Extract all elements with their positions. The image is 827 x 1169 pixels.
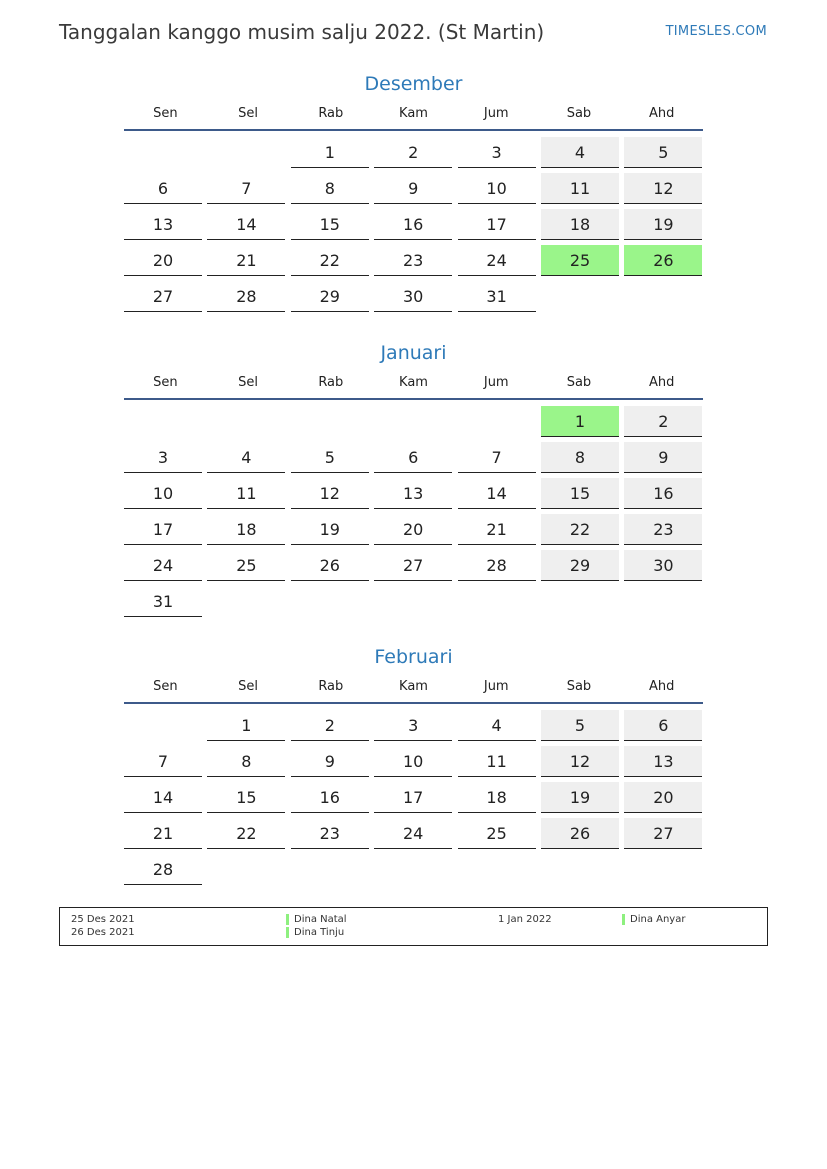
day-cell: 19 <box>541 782 619 813</box>
day-cell: 10 <box>458 173 536 204</box>
day-cell: 1 <box>291 137 369 168</box>
legend-holiday-name: Dina Natal <box>294 914 347 925</box>
weekday-label: Ahd <box>648 679 675 694</box>
day-cell: 25 <box>458 818 536 849</box>
day-cell: 10 <box>374 746 452 777</box>
weekday-label: Sab <box>566 679 592 694</box>
month-name: Februari <box>374 646 453 668</box>
day-cell: 20 <box>374 514 452 545</box>
day-cell: 5 <box>541 710 619 741</box>
legend-holiday-name: Dina Tinju <box>294 927 345 938</box>
day-cell: 27 <box>624 818 702 849</box>
weekday-label: Sen <box>153 375 178 390</box>
day-cell: 3 <box>374 710 452 741</box>
day-cell: 17 <box>124 514 202 545</box>
day-cell: 9 <box>624 442 702 473</box>
day-cell: 19 <box>291 514 369 545</box>
day-cell: 14 <box>458 478 536 509</box>
day-cell: 8 <box>207 746 285 777</box>
weekday-label: Sen <box>153 679 178 694</box>
legend-holiday-name: Dina Anyar <box>630 914 686 925</box>
day-cell: 22 <box>291 245 369 276</box>
day-cell: 1 <box>207 710 285 741</box>
weekday-header <box>124 677 703 704</box>
weekday-header <box>124 104 703 131</box>
day-cell: 21 <box>458 514 536 545</box>
day-cell: 26 <box>541 818 619 849</box>
day-cell: 27 <box>124 281 202 312</box>
weekday-header <box>124 373 703 400</box>
legend-date: 26 Des 2021 <box>71 927 135 938</box>
day-cell: 14 <box>124 782 202 813</box>
weekday-label: Rab <box>318 679 344 694</box>
day-cell: 18 <box>207 514 285 545</box>
day-cell: 23 <box>624 514 702 545</box>
day-cell: 17 <box>458 209 536 240</box>
day-cell: 18 <box>541 209 619 240</box>
day-cell: 2 <box>624 406 702 437</box>
day-cell: 26 <box>291 550 369 581</box>
day-cell: 30 <box>624 550 702 581</box>
day-cell: 11 <box>541 173 619 204</box>
day-cell: 14 <box>207 209 285 240</box>
day-cell: 7 <box>124 746 202 777</box>
holiday-day-cell: 1 <box>541 406 619 437</box>
day-cell: 17 <box>374 782 452 813</box>
weekday-label: Jum <box>483 375 509 390</box>
day-cell: 31 <box>124 586 202 617</box>
day-cell: 9 <box>291 746 369 777</box>
day-cell: 4 <box>541 137 619 168</box>
weekday-label: Sel <box>238 106 259 121</box>
day-cell: 4 <box>458 710 536 741</box>
month-name: Januari <box>380 342 447 364</box>
day-cell: 30 <box>374 281 452 312</box>
day-cell: 6 <box>624 710 702 741</box>
day-cell: 6 <box>124 173 202 204</box>
holiday-legend <box>59 907 768 946</box>
day-cell: 20 <box>624 782 702 813</box>
day-cell: 28 <box>124 854 202 885</box>
day-cell: 3 <box>458 137 536 168</box>
brand-link[interactable]: TIMESLES.COM <box>665 24 767 39</box>
weekday-label: Sen <box>153 106 178 121</box>
day-grid <box>124 131 703 311</box>
day-cell: 18 <box>458 782 536 813</box>
day-cell: 5 <box>291 442 369 473</box>
month-februari <box>124 643 703 884</box>
month-name: Desember <box>364 73 463 95</box>
weekday-label: Sel <box>238 679 259 694</box>
day-cell: 22 <box>541 514 619 545</box>
day-cell: 6 <box>374 442 452 473</box>
day-cell: 2 <box>291 710 369 741</box>
day-cell: 24 <box>458 245 536 276</box>
day-cell: 8 <box>291 173 369 204</box>
weekday-label: Jum <box>483 679 509 694</box>
day-cell: 15 <box>541 478 619 509</box>
day-cell: 27 <box>374 550 452 581</box>
day-cell: 9 <box>374 173 452 204</box>
day-cell: 12 <box>541 746 619 777</box>
day-cell: 7 <box>207 173 285 204</box>
legend-holiday-marker <box>286 914 289 925</box>
day-cell: 23 <box>374 245 452 276</box>
legend-holiday-marker <box>286 927 289 938</box>
day-cell: 28 <box>207 281 285 312</box>
day-cell: 5 <box>624 137 702 168</box>
day-cell: 28 <box>458 550 536 581</box>
legend-date: 25 Des 2021 <box>71 914 135 925</box>
day-cell: 8 <box>541 442 619 473</box>
day-cell: 16 <box>291 782 369 813</box>
day-cell: 3 <box>124 442 202 473</box>
day-cell: 2 <box>374 137 452 168</box>
day-cell: 15 <box>291 209 369 240</box>
day-cell: 11 <box>207 478 285 509</box>
holiday-day-cell: 25 <box>541 245 619 276</box>
day-cell: 24 <box>124 550 202 581</box>
legend-holiday-marker <box>622 914 625 925</box>
day-cell: 4 <box>207 442 285 473</box>
weekday-label: Jum <box>483 106 509 121</box>
weekday-label: Sel <box>238 375 259 390</box>
weekday-label: Rab <box>318 375 344 390</box>
weekday-label: Sab <box>566 375 592 390</box>
day-cell: 22 <box>207 818 285 849</box>
weekday-label: Kam <box>399 679 428 694</box>
day-cell: 12 <box>624 173 702 204</box>
legend-date: 1 Jan 2022 <box>498 914 552 925</box>
day-cell: 29 <box>291 281 369 312</box>
day-cell: 13 <box>374 478 452 509</box>
day-grid <box>124 400 703 611</box>
weekday-label: Rab <box>318 106 344 121</box>
day-cell: 19 <box>624 209 702 240</box>
day-cell: 24 <box>374 818 452 849</box>
day-cell: 16 <box>624 478 702 509</box>
weekday-label: Kam <box>399 106 428 121</box>
day-cell: 23 <box>291 818 369 849</box>
day-cell: 7 <box>458 442 536 473</box>
page-title: Tanggalan kanggo musim salju 2022. (St Martin) <box>59 20 545 44</box>
day-cell: 29 <box>541 550 619 581</box>
day-cell: 21 <box>207 245 285 276</box>
month-januari <box>124 339 703 611</box>
holiday-day-cell: 26 <box>624 245 702 276</box>
day-cell: 15 <box>207 782 285 813</box>
day-cell: 12 <box>291 478 369 509</box>
day-cell: 13 <box>124 209 202 240</box>
day-cell: 13 <box>624 746 702 777</box>
weekday-label: Kam <box>399 375 428 390</box>
day-cell: 11 <box>458 746 536 777</box>
day-cell: 21 <box>124 818 202 849</box>
day-cell: 16 <box>374 209 452 240</box>
weekday-label: Ahd <box>648 106 675 121</box>
month-desember <box>124 70 703 311</box>
day-grid <box>124 704 703 884</box>
day-cell: 25 <box>207 550 285 581</box>
day-cell: 10 <box>124 478 202 509</box>
day-cell: 20 <box>124 245 202 276</box>
day-cell: 31 <box>458 281 536 312</box>
weekday-label: Sab <box>566 106 592 121</box>
weekday-label: Ahd <box>648 375 675 390</box>
